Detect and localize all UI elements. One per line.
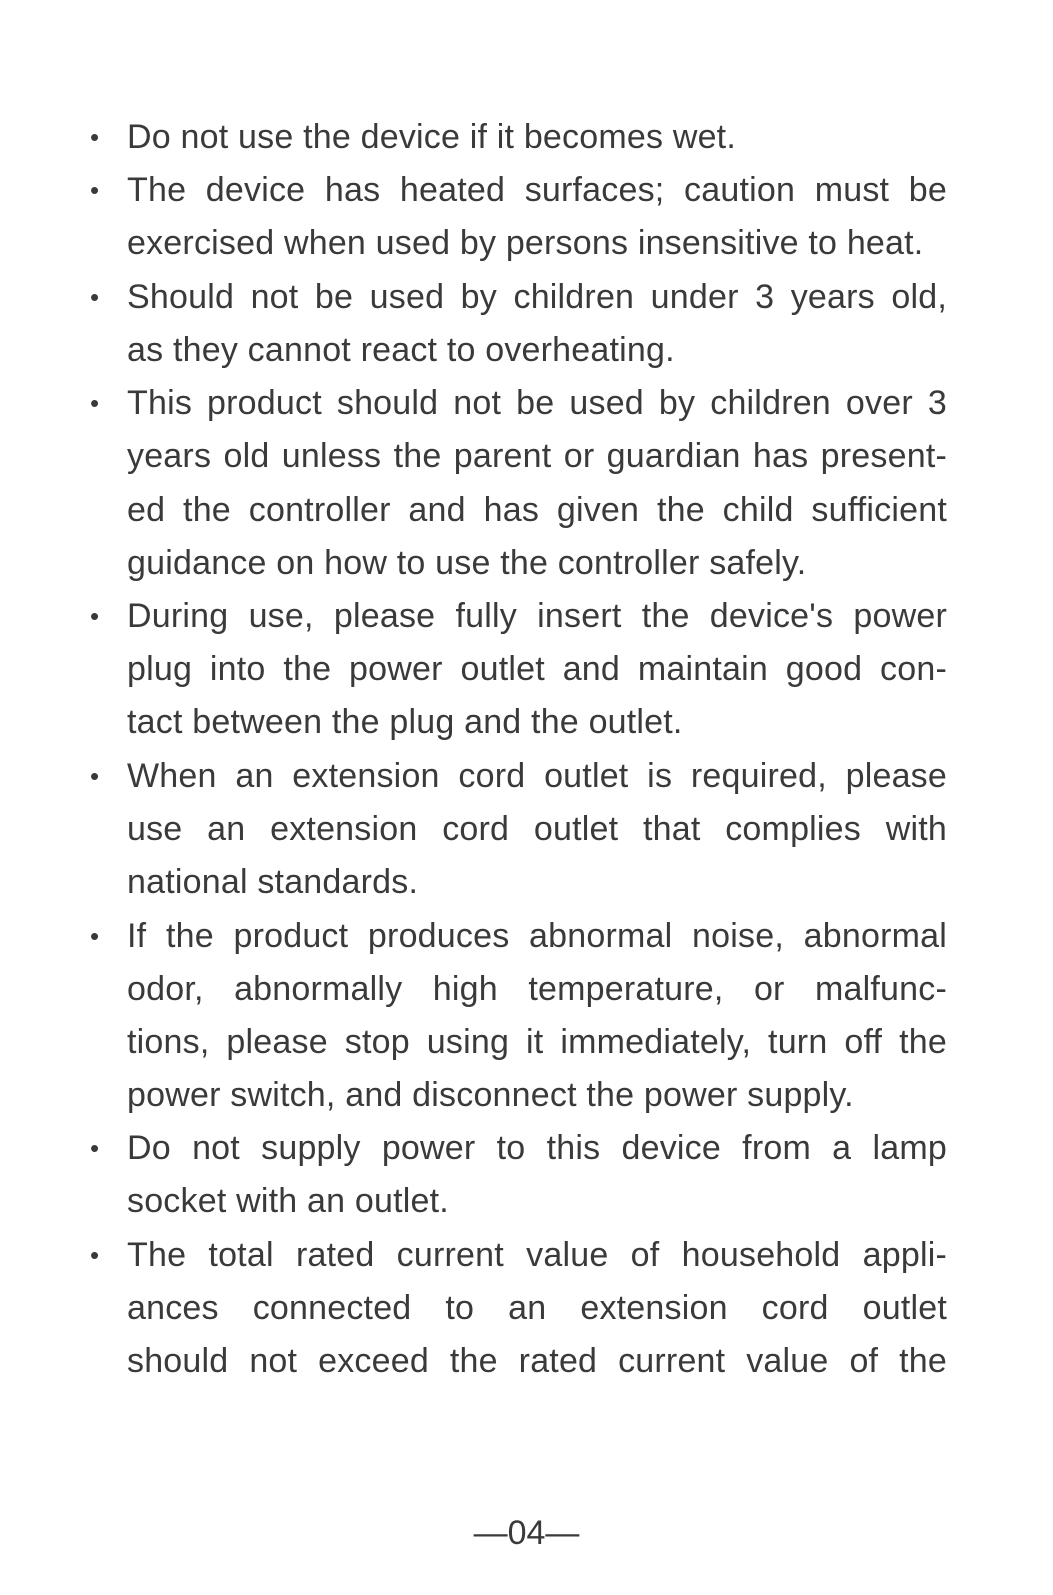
bullet-marker: • xyxy=(90,1240,100,1270)
item-4-line-4: guidance on how to use the controller safely. xyxy=(127,544,807,582)
item-8-line-2: socket with an outlet. xyxy=(127,1182,449,1220)
item-5-line-3: tact between the plug and the outlet. xyxy=(127,703,683,741)
item-7-line-3: tions, please stop using it immediately, turn off the xyxy=(127,1023,947,1061)
page-number: —04— xyxy=(473,1514,580,1552)
item-5-line-2: plug into the power outlet and maintain good con- xyxy=(127,650,947,688)
item-9-line-3: should not exceed the rated current value of the xyxy=(127,1342,947,1380)
item-7-line-4: power switch, and disconnect the power supply. xyxy=(127,1076,854,1114)
item-7-line-2: odor, abnormally high temperature, or malfunc- xyxy=(127,970,947,1008)
item-1-line-1: Do not use the device if it becomes wet. xyxy=(127,118,736,156)
item-6-line-3: national standards. xyxy=(127,863,419,901)
item-6-line-1: When an extension cord outlet is required, please xyxy=(127,757,947,795)
bullet-marker: • xyxy=(90,282,100,312)
item-4-line-3: ed the controller and has given the child sufficient xyxy=(127,491,947,529)
item-9-line-1: The total rated current value of household appli- xyxy=(127,1236,947,1274)
item-2-line-1: The device has heated surfaces; caution must be xyxy=(127,171,947,209)
item-8-line-1: Do not supply power to this device from a lamp xyxy=(127,1129,947,1167)
item-4-line-2: years old unless the parent or guardian has present- xyxy=(127,437,947,475)
bullet-marker: • xyxy=(90,921,100,951)
item-2-line-2: exercised when used by persons insensitive to heat. xyxy=(127,224,924,262)
item-3-line-1: Should not be used by children under 3 years old, xyxy=(127,278,947,316)
bullet-marker: • xyxy=(90,761,100,791)
item-5-line-1: During use, please fully insert the device's power xyxy=(127,597,947,635)
item-6-line-2: use an extension cord outlet that complies with xyxy=(127,810,947,848)
item-4-line-1: This product should not be used by children over 3 xyxy=(127,384,947,422)
bullet-marker: • xyxy=(90,175,100,205)
bullet-marker: • xyxy=(90,1133,100,1163)
item-3-line-2: as they cannot react to overheating. xyxy=(127,331,675,369)
bullet-marker: • xyxy=(90,122,100,152)
item-7-line-1: If the product produces abnormal noise, abnormal xyxy=(127,917,947,955)
bullet-marker: • xyxy=(90,388,100,418)
bullet-marker: • xyxy=(90,601,100,631)
item-9-line-2: ances connected to an extension cord outlet xyxy=(127,1289,947,1327)
